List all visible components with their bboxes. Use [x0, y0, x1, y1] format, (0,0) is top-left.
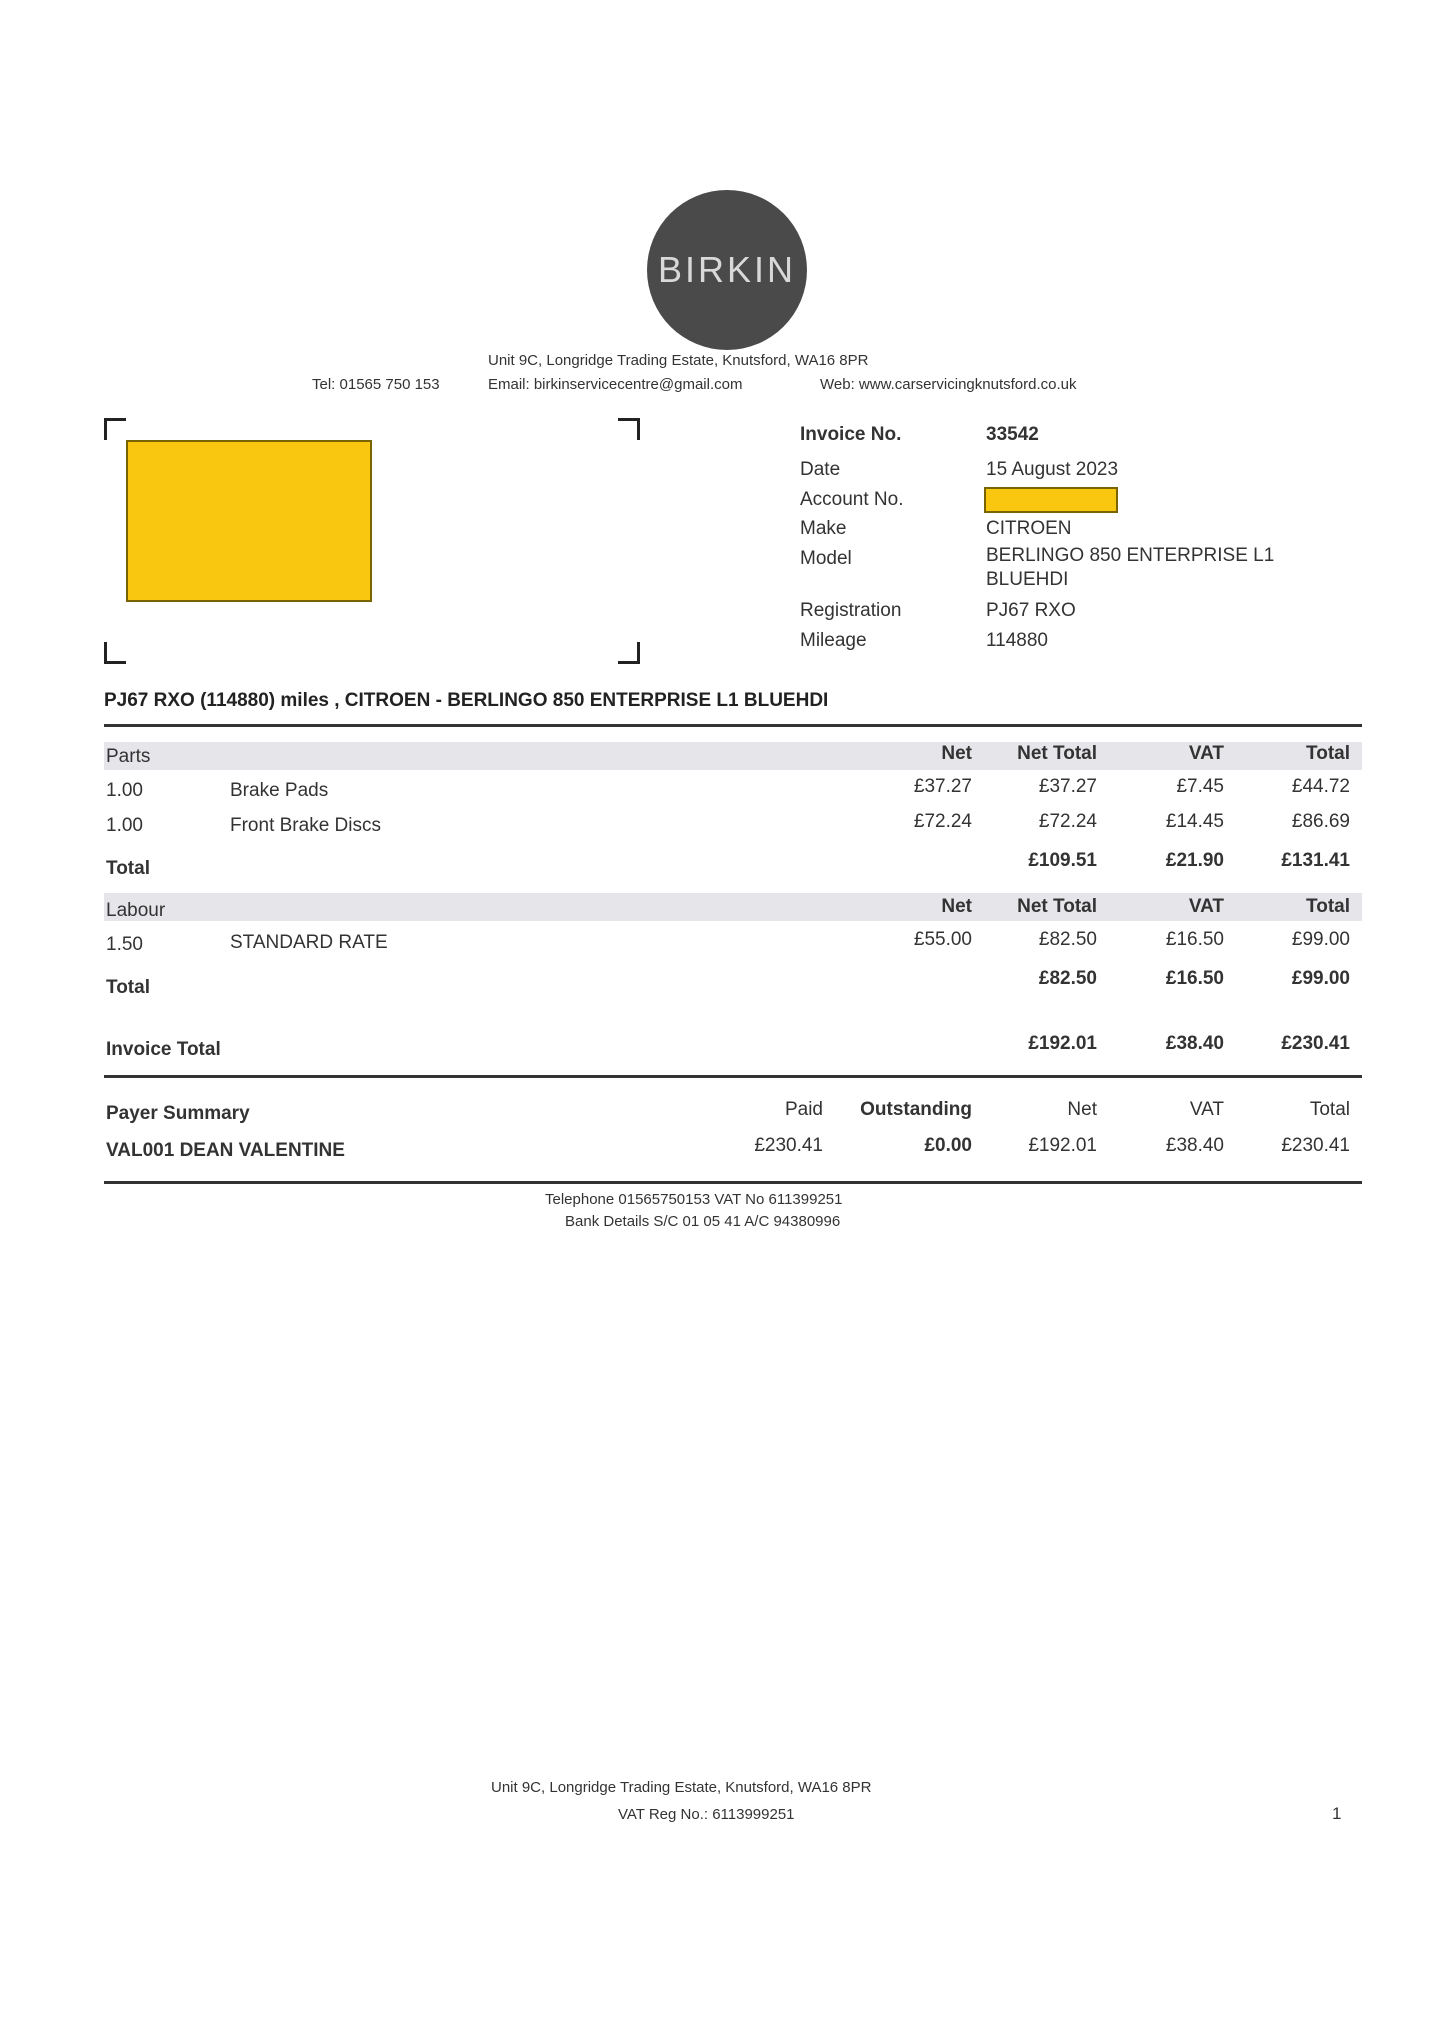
page-footer-vat-reg: VAT Reg No.: 6113999251	[618, 1806, 795, 1823]
row-vat: £16.50	[1165, 929, 1224, 950]
col-total-header: Total	[1306, 743, 1350, 764]
parts-grand-total: £131.41	[1281, 850, 1350, 871]
parts-heading: Parts	[106, 746, 151, 767]
payer-total: £230.41	[1281, 1135, 1350, 1156]
outstanding-label: Outstanding	[860, 1099, 972, 1120]
company-web: Web: www.carservicingknutsford.co.uk	[820, 376, 1077, 393]
window-corner-top-right	[618, 418, 640, 440]
page-footer-address: Unit 9C, Longridge Trading Estate, Knutsford, WA16 8PR	[491, 1779, 872, 1796]
col-net-total-header: Net Total	[1017, 743, 1097, 764]
parts-net-total: £109.51	[1028, 850, 1097, 871]
row-vat: £14.45	[1165, 811, 1224, 832]
company-address: Unit 9C, Longridge Trading Estate, Knutsford, WA16 8PR	[488, 352, 869, 369]
divider	[104, 724, 1362, 727]
col-net-total-header: Net Total	[1017, 896, 1097, 917]
company-logo	[647, 190, 807, 350]
col-vat-header: VAT	[1188, 896, 1224, 917]
mileage-value: 114880	[986, 630, 1048, 651]
date-label: Date	[800, 459, 841, 480]
labour-total-label: Total	[106, 977, 150, 998]
row-net: £72.24	[913, 811, 972, 832]
payer-net-label: Net	[1067, 1099, 1097, 1120]
row-qty: 1.00	[106, 815, 143, 836]
registration-label: Registration	[800, 600, 902, 621]
labour-net-total: £82.50	[1038, 968, 1097, 989]
col-net-header: Net	[941, 896, 972, 917]
row-net-total: £72.24	[1038, 811, 1097, 832]
row-net-total: £37.27	[1038, 776, 1097, 797]
invoice-no-label: Invoice No.	[800, 424, 902, 445]
model-value-line1: BERLINGO 850 ENTERPRISE L1	[986, 545, 1275, 566]
payer-outstanding: £0.00	[924, 1135, 972, 1156]
window-corner-top-left	[104, 418, 126, 440]
redacted-account-no	[984, 487, 1118, 513]
date-value: 15 August 2023	[986, 459, 1119, 480]
logo-text: BIRKIN	[657, 249, 797, 290]
divider	[104, 1075, 1362, 1078]
divider	[104, 1181, 1362, 1184]
payer-vat-label: VAT	[1189, 1099, 1224, 1120]
parts-header-bar	[104, 742, 1362, 770]
payer-summary-heading: Payer Summary	[106, 1103, 250, 1124]
registration-value: PJ67 RXO	[986, 600, 1076, 621]
row-total: £99.00	[1291, 929, 1350, 950]
col-vat-header: VAT	[1188, 743, 1224, 764]
parts-vat-total: £21.90	[1165, 850, 1224, 871]
row-net-total: £82.50	[1038, 929, 1097, 950]
payer-total-label: Total	[1309, 1099, 1350, 1120]
payer-paid: £230.41	[754, 1135, 823, 1156]
row-total: £44.72	[1291, 776, 1350, 797]
paid-label: Paid	[784, 1099, 823, 1120]
company-email: Email: birkinservicecentre@gmail.com	[488, 376, 743, 393]
window-corner-bottom-right	[618, 642, 640, 664]
row-vat: £7.45	[1176, 776, 1224, 797]
vehicle-summary: PJ67 RXO (114880) miles , CITROEN - BERLINGO 850 ENTERPRISE L1 BLUEHDI	[104, 690, 829, 711]
invoice-grand-total: £230.41	[1281, 1033, 1350, 1054]
row-desc: STANDARD RATE	[230, 932, 388, 953]
labour-header-bar	[104, 893, 1362, 921]
row-net: £55.00	[913, 929, 972, 950]
mileage-label: Mileage	[800, 630, 867, 651]
payer-net: £192.01	[1028, 1135, 1097, 1156]
invoice-total-label: Invoice Total	[106, 1039, 221, 1060]
col-total-header: Total	[1306, 896, 1350, 917]
labour-grand-total: £99.00	[1291, 968, 1350, 989]
redacted-address	[126, 440, 372, 602]
invoice-net-total: £192.01	[1028, 1033, 1097, 1054]
model-label: Model	[800, 548, 852, 569]
make-value: CITROEN	[986, 518, 1072, 539]
payer-vat: £38.40	[1165, 1135, 1224, 1156]
bank-footer-line1: Telephone 01565750153 VAT No 611399251	[545, 1191, 843, 1208]
payer-name: VAL001 DEAN VALENTINE	[106, 1140, 345, 1161]
row-qty: 1.00	[106, 780, 143, 801]
model-value-line2: BLUEHDI	[986, 569, 1069, 590]
invoice-vat-total: £38.40	[1165, 1033, 1224, 1054]
account-no-label: Account No.	[800, 489, 904, 510]
window-corner-bottom-left	[104, 642, 126, 664]
row-desc: Front Brake Discs	[230, 815, 381, 836]
labour-heading: Labour	[106, 900, 166, 921]
parts-total-label: Total	[106, 858, 150, 879]
col-net-header: Net	[941, 743, 972, 764]
row-desc: Brake Pads	[230, 780, 329, 801]
company-tel: Tel: 01565 750 153	[312, 376, 440, 393]
page-number: 1	[1332, 1804, 1342, 1823]
row-qty: 1.50	[106, 934, 143, 955]
invoice-no-value: 33542	[986, 424, 1039, 445]
labour-vat-total: £16.50	[1165, 968, 1224, 989]
row-net: £37.27	[913, 776, 972, 797]
bank-footer-line2: Bank Details S/C 01 05 41 A/C 94380996	[565, 1213, 841, 1230]
row-total: £86.69	[1291, 811, 1350, 832]
make-label: Make	[800, 518, 847, 539]
